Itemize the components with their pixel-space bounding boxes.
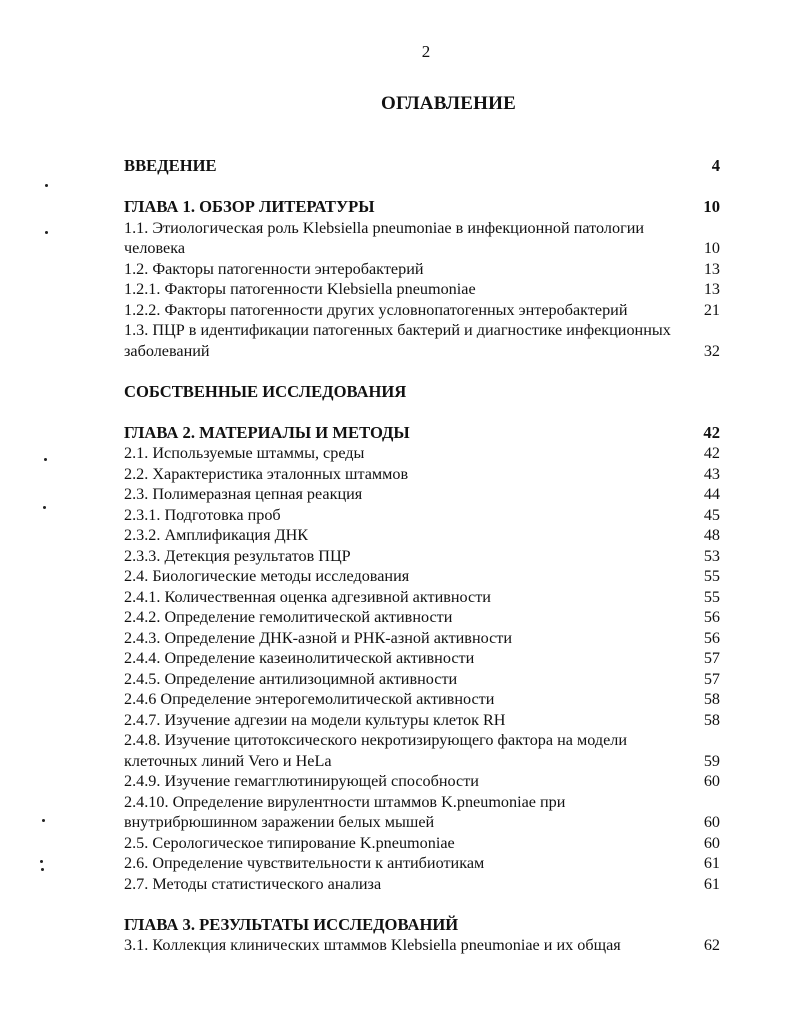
toc-entry-title: 2.4.2. Определение гемолитической активности	[124, 608, 453, 626]
toc-entry	[124, 689, 720, 710]
toc-entry	[124, 566, 720, 587]
toc-entry-title: ГЛАВА 2. МАТЕРИАЛЫ И МЕТОДЫ	[124, 422, 410, 442]
toc-entry-title: 2.3. Полимеразная цепная реакция	[124, 485, 363, 503]
scan-speck	[43, 506, 46, 509]
toc-entry-title: 2.4.1. Количественная оценка адгезивной активности	[124, 587, 491, 606]
toc-entry-page: 42	[703, 444, 720, 462]
toc-entry-title: ГЛАВА 1. ОБЗОР ЛИТЕРАТУРЫ	[124, 197, 375, 216]
toc-entry-page: 53	[703, 546, 720, 565]
toc-entry-title: 2.1. Используемые штаммы, среды	[124, 444, 365, 462]
toc-entry-page: 55	[703, 587, 720, 606]
toc-entry	[124, 382, 720, 403]
toc-entry-title: 1.2. Факторы патогенности энтеробактерий	[124, 259, 424, 278]
toc-entry	[124, 505, 720, 526]
toc-entry-page: 57	[703, 669, 720, 688]
toc-entry-page: 61	[703, 854, 720, 872]
toc-entry	[124, 710, 720, 731]
toc-entry	[124, 546, 720, 567]
scan-speck	[42, 819, 45, 822]
toc-entry-page: 56	[703, 608, 720, 626]
toc-entry	[124, 300, 720, 321]
toc-entry-page: 13	[703, 280, 720, 298]
scan-speck	[45, 231, 48, 234]
toc-entry	[124, 792, 720, 833]
toc-entry-title: 2.5. Серологическое типирование K.pneumoniae	[124, 833, 455, 852]
toc-entry-title: 2.3.3. Детекция результатов ПЦР	[124, 546, 351, 565]
toc-entry-page: 61	[703, 874, 720, 893]
toc-entry	[124, 279, 720, 300]
scan-speck	[45, 184, 48, 187]
toc-entry	[124, 730, 720, 771]
toc-entry-title: ГЛАВА 3. РЕЗУЛЬТАТЫ ИССЛЕДОВАНИЙ	[124, 914, 459, 934]
toc-entry-page: 59	[703, 751, 720, 770]
toc-entry-title: 2.4.6 Определение энтерогемолитической активности	[124, 690, 495, 708]
toc-entry-page: 60	[703, 813, 720, 831]
toc-entry	[124, 259, 720, 280]
toc-entry-page: 43	[703, 464, 720, 483]
toc-entry	[124, 484, 720, 505]
toc-entry-title: 2.4. Биологические методы исследования	[124, 567, 410, 585]
toc-entry-page: 21	[703, 300, 720, 319]
scan-speck	[40, 860, 43, 863]
toc-entry	[124, 648, 720, 669]
toc-entry-page: 60	[703, 772, 720, 790]
toc-entry-title: 2.3.1. Подготовка проб	[124, 505, 281, 524]
toc-entry-title: 1.2.2. Факторы патогенности других условнопатогенных энтеробактерий	[124, 300, 628, 319]
toc-entry-title: 3.1. Коллекция клинических штаммов Klebsiella pneumoniae и их общая	[124, 936, 621, 954]
toc-entry-page: 58	[703, 690, 720, 708]
toc-entry	[124, 771, 720, 792]
toc-entry-page: 10	[703, 239, 720, 257]
toc-entry-title: ВВЕДЕНИЕ	[124, 156, 217, 175]
toc-entry-page: 56	[703, 628, 720, 647]
toc-entry-page: 48	[703, 526, 720, 544]
toc-entry-title: 1.3. ПЦР в идентификации патогенных бактерий и диагностике инфекционных заболеваний	[124, 321, 671, 360]
toc-entry	[124, 915, 720, 936]
page-title: ОГЛАВЛЕНИЕ	[381, 93, 516, 114]
toc-entry-page: 4	[711, 156, 720, 175]
toc-entry-title: 2.4.4. Определение казеинолитической активности	[124, 649, 475, 667]
toc-entry	[124, 587, 720, 608]
toc-entry-page: 57	[703, 649, 720, 667]
toc-entry	[124, 607, 720, 628]
toc-entry-title: 2.4.10. Определение вирулентности штаммов K.pneumoniae при внутрибрюшинном заражении белых мышей	[124, 792, 566, 831]
toc-entry-title: СОБСТВЕННЫЕ ИССЛЕДОВАНИЯ	[124, 381, 407, 401]
toc-entry-page: 62	[703, 936, 720, 954]
toc-entry	[124, 443, 720, 464]
page-number: 2	[421, 42, 431, 61]
toc-entry	[124, 833, 720, 854]
toc-entry-page: 13	[703, 259, 720, 278]
toc-entry-title: 2.7. Методы статистического анализа	[124, 874, 382, 893]
table-of-contents	[124, 156, 720, 956]
toc-entry-title: 2.3.2. Амплификация ДНК	[124, 526, 309, 544]
toc-entry-title: 2.4.7. Изучение адгезии на модели культуры клеток RH	[124, 710, 506, 729]
toc-entry-title: 2.4.8. Изучение цитотоксического некротизирующего фактора на модели клеточных линий Vero и HeLa	[124, 731, 628, 770]
toc-entry	[124, 853, 720, 874]
toc-entry-page: 55	[703, 567, 720, 585]
toc-entry	[124, 464, 720, 485]
scan-speck	[41, 868, 44, 871]
scan-speck	[44, 458, 47, 461]
toc-entry-page: 10	[703, 197, 720, 216]
toc-entry-page: 60	[703, 833, 720, 852]
toc-entry-title: 1.2.1. Факторы патогенности Klebsiella pneumoniae	[124, 280, 476, 298]
toc-entry	[124, 197, 720, 218]
toc-entry	[124, 320, 720, 361]
toc-entry-title: 2.4.5. Определение антилизоцимной активности	[124, 669, 458, 688]
toc-entry	[124, 218, 720, 259]
toc-entry	[124, 669, 720, 690]
toc-entry	[124, 935, 720, 956]
toc-entry-title: 2.4.3. Определение ДНК-азной и РНК-азной активности	[124, 628, 513, 647]
toc-entry	[124, 156, 720, 177]
toc-entry-title: 2.4.9. Изучение гемагглютинирующей способности	[124, 772, 479, 790]
toc-entry-title: 2.6. Определение чувствительности к антибиотикам	[124, 854, 485, 872]
toc-entry-page: 32	[703, 341, 720, 360]
toc-entry	[124, 423, 720, 444]
toc-entry-page: 42	[703, 422, 720, 442]
toc-entry	[124, 874, 720, 895]
toc-entry-title: 2.2. Характеристика эталонных штаммов	[124, 464, 409, 483]
toc-entry	[124, 525, 720, 546]
toc-entry-page: 44	[703, 485, 720, 503]
toc-entry-title: 1.1. Этиологическая роль Klebsiella pneumoniae в инфекционной патологии человека	[124, 218, 645, 257]
toc-entry-page: 58	[703, 710, 720, 729]
toc-entry	[124, 628, 720, 649]
toc-entry-page: 45	[703, 505, 720, 524]
